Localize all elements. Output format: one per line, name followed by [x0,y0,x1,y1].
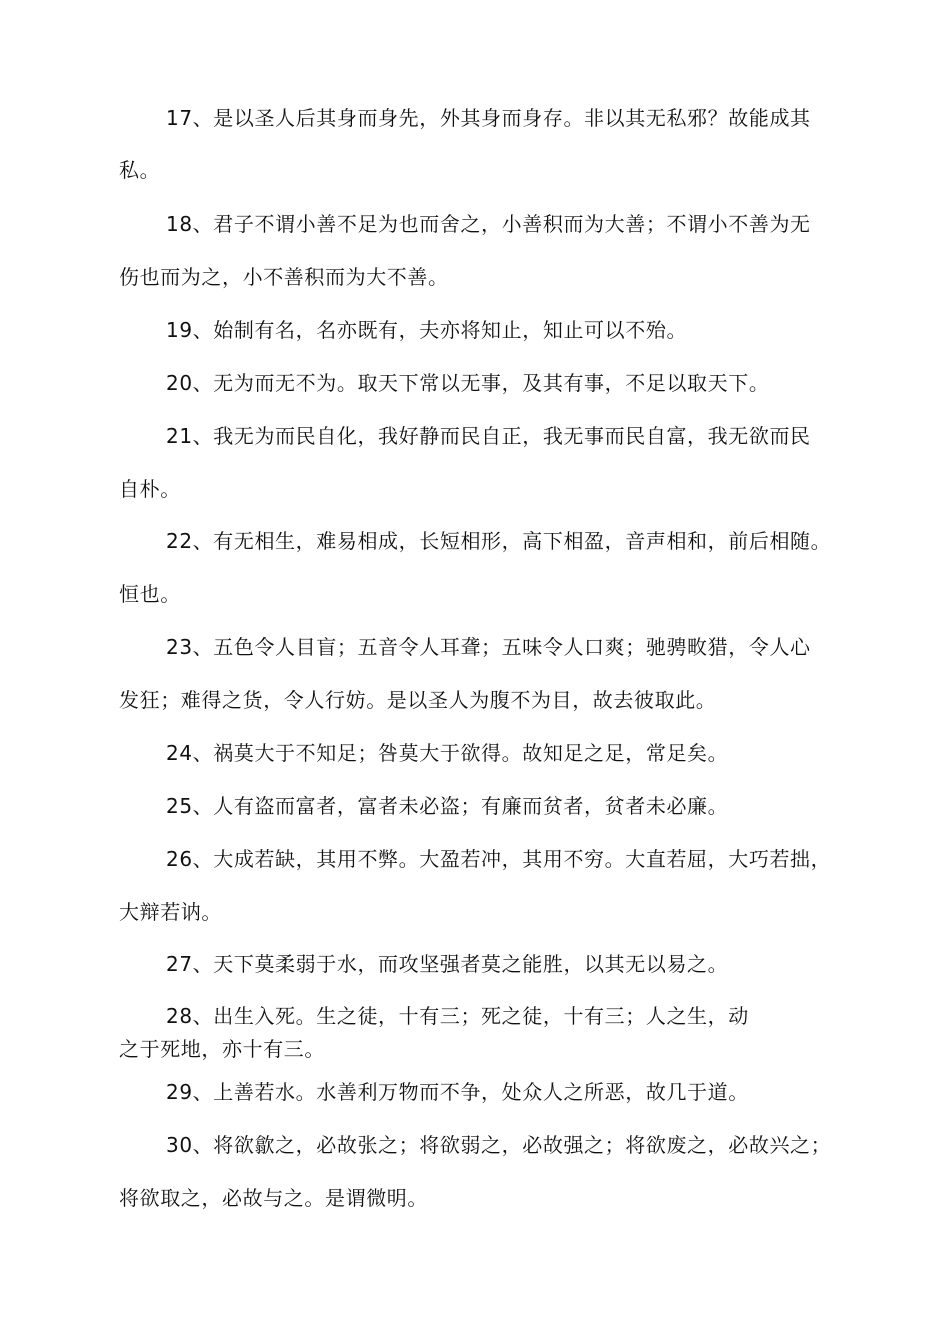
entry-30-line-2: 将欲取之，必故与之。是谓微明。 [119,1186,428,1210]
entry-26-line-2: 大辩若讷。 [119,900,222,924]
entry-18-line-1: 18、君子不谓小善不足为也而舍之，小善积而为大善；不谓小不善为无 [166,212,811,236]
entry-20-line-1: 20、无为而无不为。取天下常以无事，及其有事，不足以取天下。 [166,371,770,395]
entry-27-line-1: 27、天下莫柔弱于水，而攻坚强者莫之能胜，以其无以易之。 [166,952,729,976]
entry-17-line-2: 私。 [119,158,161,182]
entry-24-line-1: 24、祸莫大于不知足；咎莫大于欲得。故知足之足，常足矣。 [166,741,729,765]
entry-25-line-1: 25、人有盗而富者，富者未必盗；有廉而贫者，贫者未必廉。 [166,794,729,818]
entry-26-line-1: 26、大成若缺，其用不弊。大盈若冲，其用不穷。大直若屈，大巧若拙， [166,847,832,871]
entry-22-line-2: 恒也。 [119,582,181,606]
entry-19-line-1: 19、始制有名，名亦既有，夫亦将知止，知止可以不殆。 [166,318,688,342]
entry-29-line-1: 29、上善若水。水善利万物而不争，处众人之所恶，故几于道。 [166,1080,749,1104]
entry-18-line-2: 伤也而为之，小不善积而为大不善。 [119,265,449,289]
entry-28-line-1: 28、出生入死。生之徒，十有三；死之徒，十有三；人之生，动 [166,1004,749,1028]
entry-17-line-1: 17、是以圣人后其身而身先，外其身而身存。非以其无私邪？故能成其 [166,106,811,130]
entry-28-line-2: 之于死地，亦十有三。 [119,1037,325,1061]
entry-23-line-2: 发狂；难得之货，令人行妨。是以圣人为腹不为目，故去彼取此。 [119,688,717,712]
entry-22-line-1: 22、有无相生，难易相成，长短相形，高下相盈，音声相和，前后相随。 [166,529,832,553]
entry-23-line-1: 23、五色令人目盲；五音令人耳聋；五味令人口爽；驰骋畋猎，令人心 [166,635,811,659]
entry-21-line-1: 21、我无为而民自化，我好静而民自正，我无事而民自富，我无欲而民 [166,424,811,448]
entry-30-line-1: 30、将欲歙之，必故张之；将欲弱之，必故强之；将欲废之，必故兴之； [166,1133,832,1157]
entry-21-line-2: 自朴。 [119,477,181,501]
